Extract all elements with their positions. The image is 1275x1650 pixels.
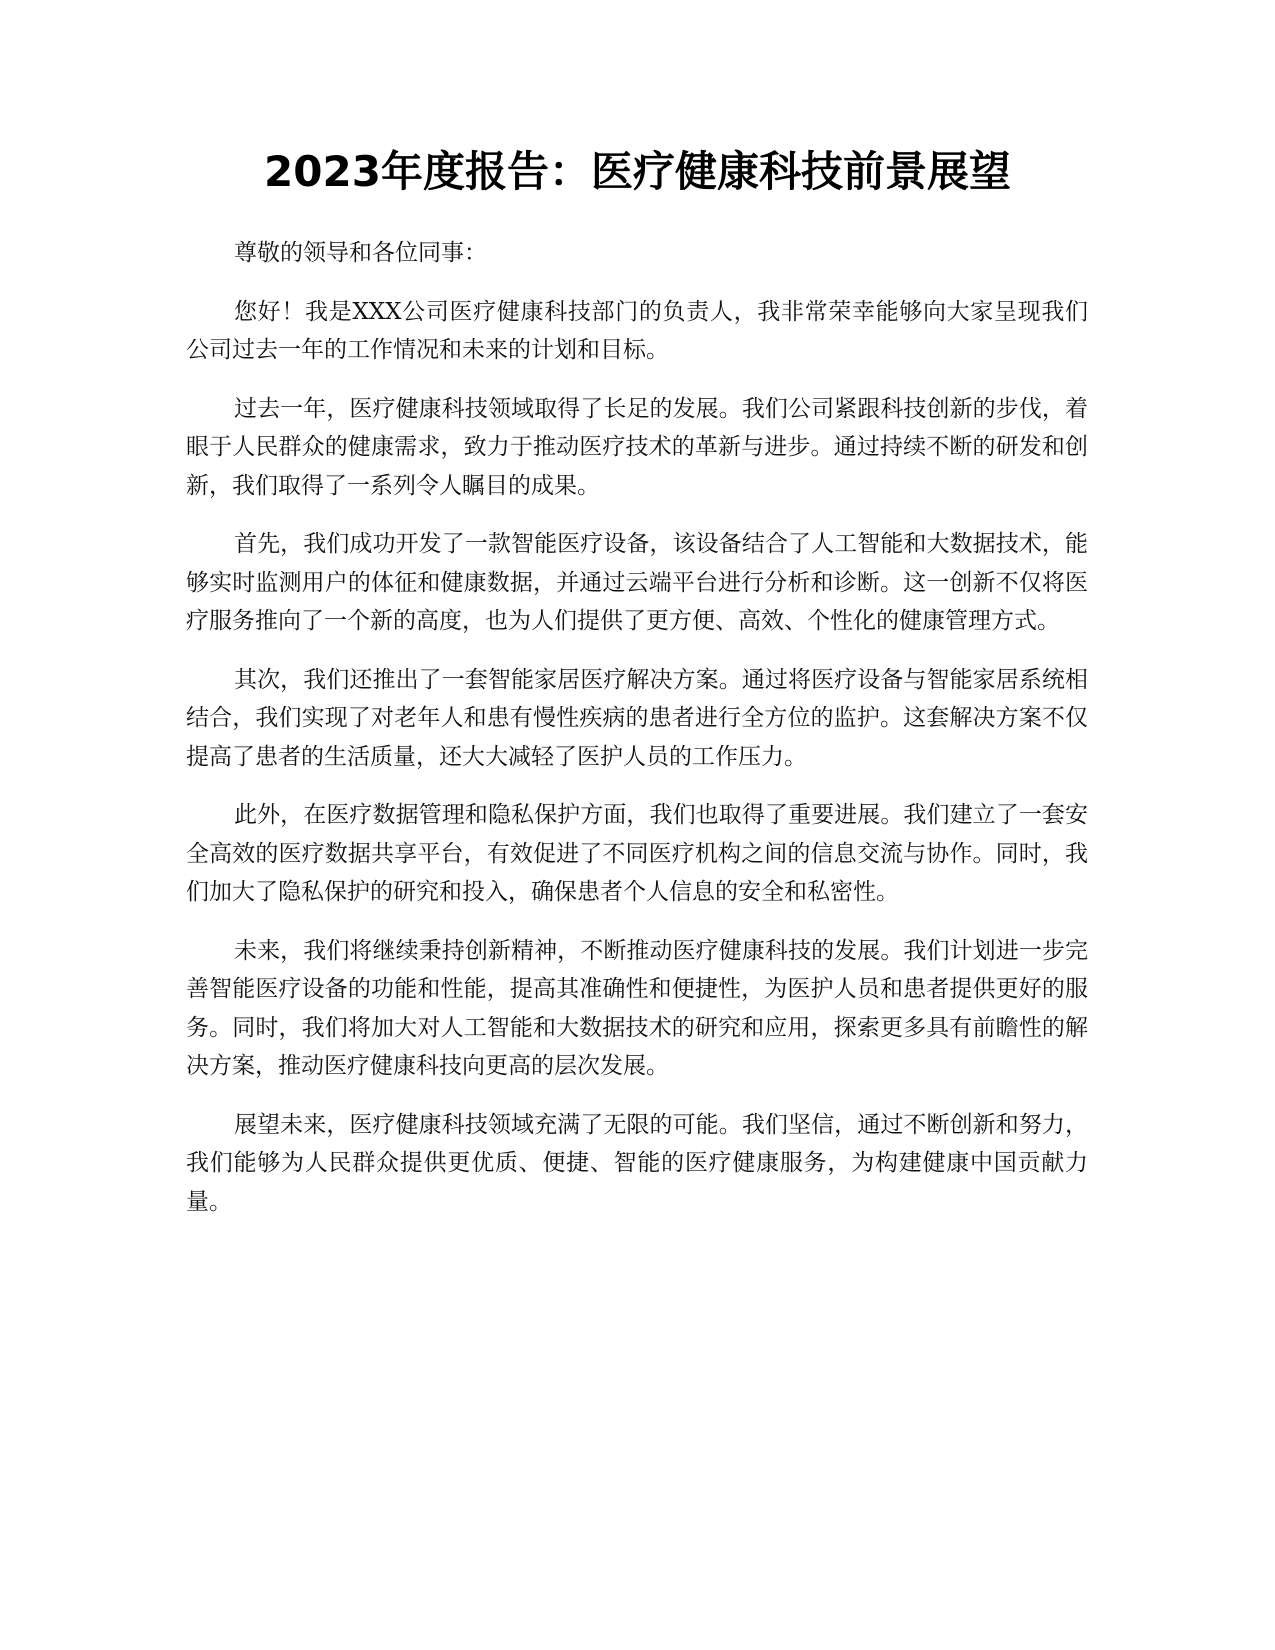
greeting-paragraph: 您好！我是XXX公司医疗健康科技部门的负责人，我非常荣幸能够向大家呈现我们公司过去一年的工作情况和未来的计划和目标。 <box>186 298 1088 363</box>
outlook-paragraph: 展望未来，医疗健康科技领域充满了无限的可能。我们坚信，通过不断创新和努力，我们能够为人民群众提供更优质、便捷、智能的医疗健康服务，为构建健康中国贡献力量。 <box>186 1111 1088 1215</box>
device-paragraph: 首先，我们成功开发了一款智能医疗设备，该设备结合了人工智能和大数据技术，能够实时监测用户的体征和健康数据，并通过云端平台进行分析和诊断。这一创新不仅将医疗服务推向了一个新的高度，也为人们提供了更方便、高效、个性化的健康管理方式。 <box>186 531 1088 634</box>
data-privacy-paragraph: 此外，在医疗数据管理和隐私保护方面，我们也取得了重要进展。我们建立了一套安全高效的医疗数据共享平台，有效促进了不同医疗机构之间的信息交流与协作。同时，我们加大了隐私保护的研究和投入，确保患者个人信息的安全和私密性。 <box>186 802 1088 905</box>
document-title: 2023年度报告：医疗健康科技前景展望 <box>264 147 1011 196</box>
review-paragraph: 过去一年，医疗健康科技领域取得了长足的发展。我们公司紧跟科技创新的步伐，着眼于人民群众的健康需求，致力于推动医疗技术的革新与进步。通过持续不断的研发和创新，我们取得了一系列令人瞩目的成果。 <box>186 395 1088 499</box>
salutation-paragraph: 尊敬的领导和各位同事： <box>234 240 487 266</box>
future-plan-paragraph: 未来，我们将继续秉持创新精神，不断推动医疗健康科技的发展。我们计划进一步完善智能医疗设备的功能和性能，提高其准确性和便捷性，为医护人员和患者提供更好的服务。同时，我们将加大对人工智能和大数据技术的研究和应用，探索更多具有前瞻性的解决方案，推动医疗健康科技向更高的层次发展。 <box>186 937 1088 1079</box>
smart-home-paragraph: 其次，我们还推出了一套智能家居医疗解决方案。通过将医疗设备与智能家居系统相结合，我们实现了对老年人和患有慢性疾病的患者进行全方位的监护。这套解决方案不仅提高了患者的生活质量，还大大减轻了医护人员的工作压力。 <box>186 666 1088 770</box>
document-body <box>186 234 1088 1241</box>
